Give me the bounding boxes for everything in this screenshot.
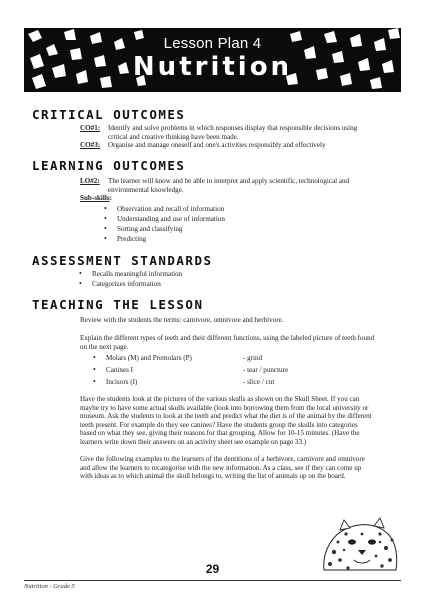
skill-item: • Sorting and classifying [117, 225, 182, 234]
assessment-item: • Recalls meaningful information [92, 270, 182, 279]
tooth-function: - tear / puncture [243, 366, 289, 374]
skull-paragraph-line: based on what they see, giving their reasons for that grouping. Allow for 10-15 minutes. (Have the [80, 429, 360, 438]
tooth-function: - grind [243, 354, 263, 362]
assessment-standards-heading: ASSESSMENT STANDARDS [32, 253, 213, 268]
title-banner [24, 28, 401, 92]
page-number: 29 [205, 562, 220, 576]
skill-item: • Observation and recall of information [117, 205, 224, 214]
lo2-line2: environmental knowledge. [108, 185, 184, 194]
learning-outcomes-heading: LEARNING OUTCOMES [32, 158, 186, 173]
skull-paragraph-line: Have the students look at the pictures of the various skulls as shown on the Skull Sheet. If you can [80, 395, 360, 403]
assessment-item: • Categorizes information [92, 280, 161, 289]
skill-item: • Predicting [117, 235, 146, 244]
skill-item: • Understanding and use of information [117, 215, 225, 224]
tooth-function: - slice / cut [243, 378, 275, 386]
explain-line2: on the next page. [80, 342, 129, 351]
lo2-line1: The learner will know and be able to interpret and apply scientific, technological and [108, 177, 350, 185]
lo2-code: LO#2: [80, 177, 100, 185]
skull-paragraph-line: museum. Ask the students to look at the teeth and predict what the diet is of the animal by the different [80, 412, 372, 421]
skull-paragraph-line: learners write down their answers on an activity sheet see example on page 33.) [80, 438, 307, 446]
explain-line1: Explain the different types of teeth and their different functions, using the labeled picture of teeth found [80, 334, 375, 342]
skull-paragraph-line: maybe try to have some actual skulls available (look into borrowing them from the local university or [80, 403, 369, 412]
tooth-type: • Molars (M) and Premolars (P) [106, 354, 192, 363]
footer-divider [24, 580, 401, 581]
review-text: Review with the students the terms: carnivore, omnivore and herbivore. [80, 316, 284, 324]
page-title: Nutrition [132, 52, 293, 82]
teaching-lesson-heading: TEACHING THE LESSON [32, 297, 204, 312]
tooth-type: • Incisors (I) [106, 378, 137, 387]
co1-line2: critical and creative thinking have been made. [108, 132, 239, 141]
co3-code: CO#3: [80, 141, 101, 150]
footer-text: Nutrition - Grade 5 [24, 583, 75, 590]
subskills-label: Sub-skills: [80, 194, 112, 203]
co1-line1: Identify and solve problems in which responses display that responsible decisions using [108, 124, 358, 132]
lesson-plan-label: Lesson Plan 4 [163, 35, 262, 52]
tooth-type: • Canines I [106, 366, 133, 375]
critical-outcomes-heading: CRITICAL OUTCOMES [32, 107, 186, 122]
co1-code: CO#1: [80, 124, 101, 132]
dentition-paragraph-line: and allow the learners to recategorise with the new information. As a class, see if they can come up [80, 463, 362, 472]
skull-paragraph-line: teeth present. For example do they see canines? Have the students group the skulls into categories [80, 420, 358, 429]
co3-line1: Organise and manage oneself and one's activities responsibly and effectively [108, 141, 326, 150]
dentition-paragraph-line: Give the following examples to the learners of the dentitions of a herbivore, carnivore and omnivore [80, 455, 365, 463]
dentition-paragraph-line: with ideas as to which animal the skull belongs to, writing the list of animals up on the board. [80, 472, 346, 481]
